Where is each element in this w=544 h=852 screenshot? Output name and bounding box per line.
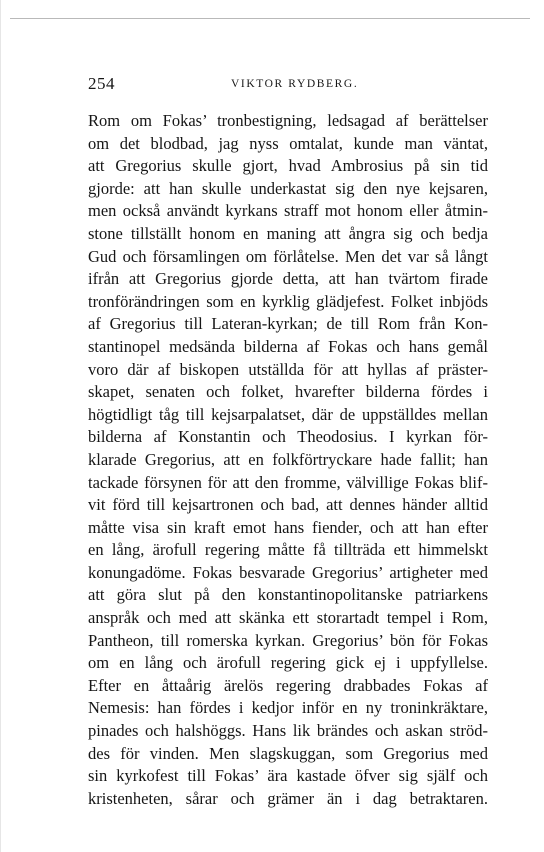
- text-line: konungadöme. Fokas besvarade Gregorius’ artigheter med: [88, 562, 488, 582]
- page-edge-line: [0, 0, 1, 852]
- running-head: [88, 74, 488, 98]
- text-line: Rom om Fokas’ tronbestigning, ledsagad af berättelser: [88, 111, 488, 130]
- text-line: stantinopel medsända bilderna af Fokas och hans gemål: [88, 336, 488, 356]
- text-line: måtte visa sin kraft emot hans fiender, och att han efter: [88, 517, 488, 537]
- text-line: Gud och församlingen om förlåtelse. Men det var så långt: [88, 246, 488, 266]
- text-line: bilderna af Konstantin och Theodosius. I kyrkan för-: [88, 427, 488, 447]
- text-line: ifrån att Gregorius gjorde detta, att han tvärtom firade: [88, 269, 488, 289]
- text-line: tronförändringen som en kyrklig glädjefest. Folket inbjöds: [88, 291, 488, 311]
- text-line: högtidligt tåg till kejsarpalatset, där de uppställdes mellan: [88, 404, 488, 424]
- text-line: voro där af biskopen utställda för att hyllas af präster-: [88, 359, 488, 379]
- text-line: en lång, ärofull regering måtte få tillträda ett himmelskt: [88, 540, 488, 560]
- text-line: Efter en åttaårig ärelös regering drabbades Fokas af: [88, 675, 488, 695]
- text-line: tackade försynen för att den fromme, välvillige Fokas blif-: [88, 472, 488, 492]
- text-line: Nemesis: han fördes i kedjor inför en ny troninkräktare,: [88, 698, 488, 718]
- text-line: klarade Gregorius, att en folkförtryckare hade fallit; han: [88, 449, 488, 469]
- text-line: att göra slut på den konstantinopolitanske patriarkens: [88, 585, 488, 605]
- text-line: om det blodbad, jag nyss omtalat, kunde man väntat,: [88, 133, 488, 153]
- text-line: att Gregorius skulle gjort, hvad Ambrosius på sin tid: [88, 156, 488, 176]
- text-line: kristenheten, sårar och grämer än i dag betraktaren.: [88, 788, 488, 808]
- page-number: 254: [88, 74, 115, 93]
- text-line: om en lång och ärofull regering gick ej i uppfyllelse.: [88, 653, 488, 673]
- text-line: af Gregorius till Lateran-kyrkan; de till Rom från Kon-: [88, 314, 488, 334]
- text-line: men också användt kyrkans straff mot honom eller åtmin-: [88, 201, 488, 221]
- text-line: stone tillställt honom en maning att ångra sig och bedja: [88, 223, 488, 243]
- body-text: [88, 110, 488, 810]
- running-head-title: VIKTOR RYDBERG.: [231, 78, 359, 90]
- text-line: Pantheon, till romerska kyrkan. Gregorius’ bön för Fokas: [88, 630, 488, 650]
- text-line: pinades och halshöggs. Hans lik brändes och askan ströd-: [88, 721, 488, 741]
- text-line: des för vinden. Men slagskuggan, som Gregorius med: [88, 743, 488, 763]
- top-rule: [10, 18, 530, 19]
- text-line: anspråk och med att skänka ett storartadt tempel i Rom,: [88, 608, 488, 628]
- text-line: sin kyrkofest till Fokas’ ära kastade öfver sig själf och: [88, 766, 488, 786]
- text-line: skapet, senaten och folket, hvarefter bilderna fördes i: [88, 382, 488, 402]
- text-line: gjorde: att han skulle underkastat sig den nye kejsaren,: [88, 178, 488, 198]
- text-line: vit förd till kejsartronen och bad, att dennes händer alltid: [88, 495, 488, 515]
